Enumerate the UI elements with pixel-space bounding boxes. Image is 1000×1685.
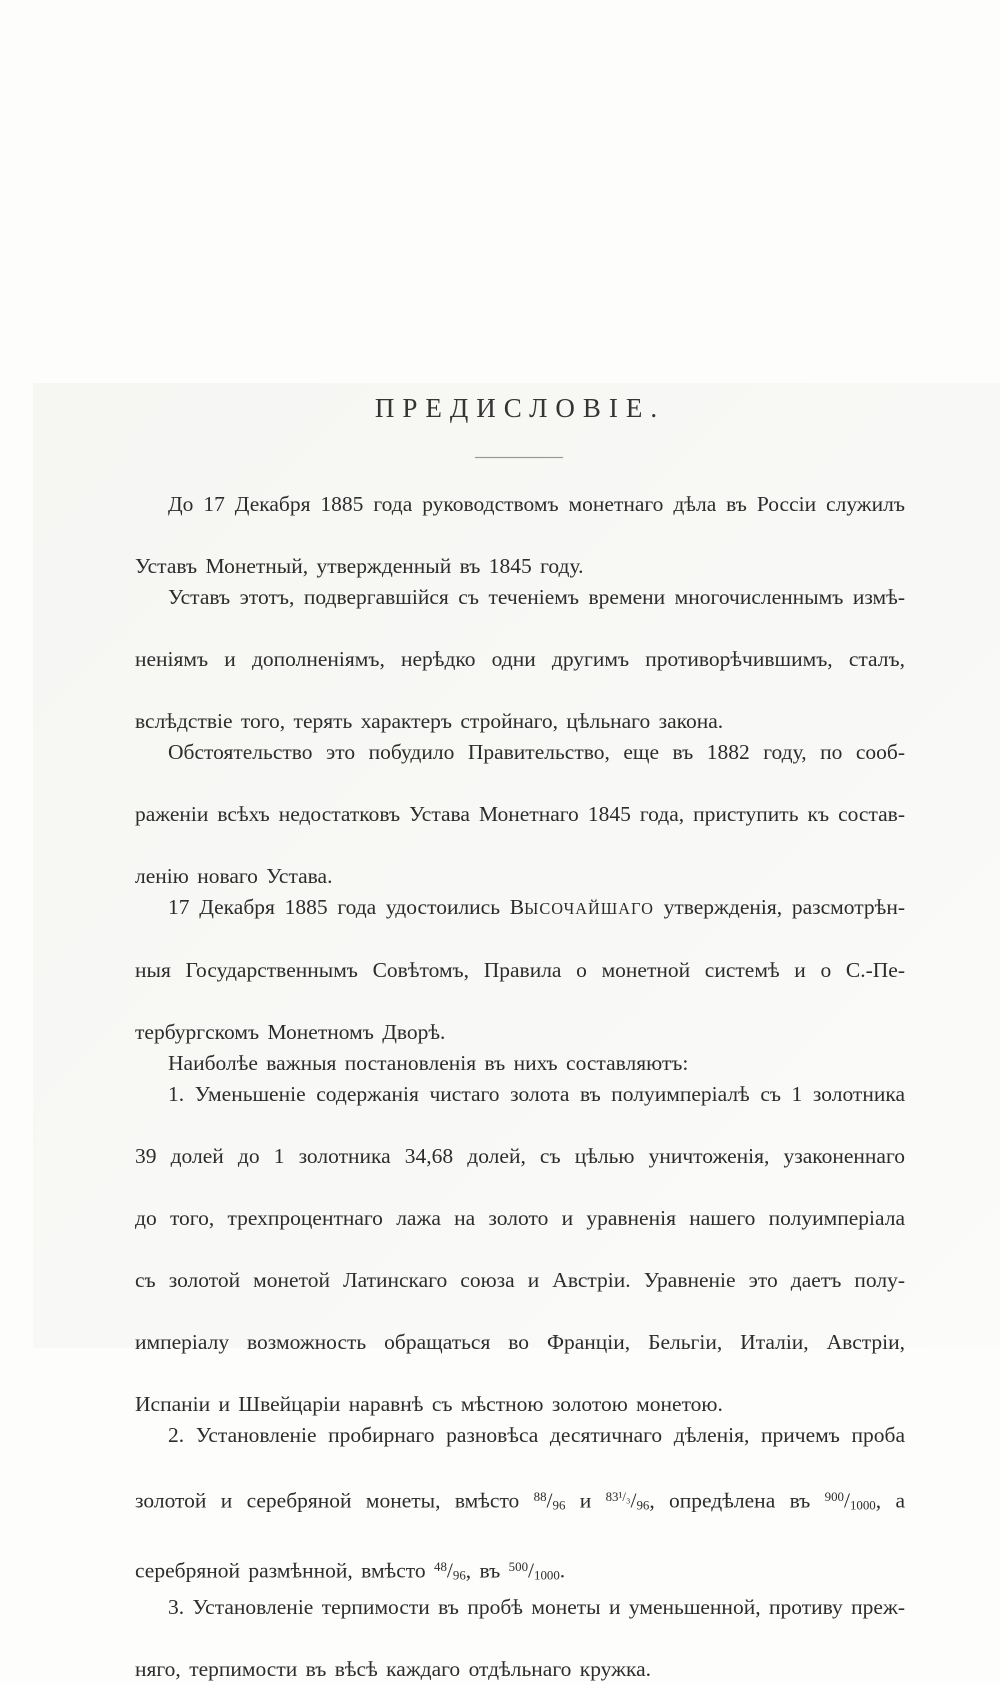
page-title: ПРЕДИСЛОВІЕ. <box>374 393 666 423</box>
text-run: неніямъ и дополненіямъ, нерѣдко одни другимъ противорѣчившимъ, сталъ, <box>135 647 905 671</box>
fraction-numerator: 88 <box>533 1490 547 1504</box>
text-run: и <box>565 1488 606 1513</box>
title-divider-rule <box>475 457 563 458</box>
text-run: Уставъ этотъ, подвергавшійся съ теченіемъ времени многочисленнымъ измѣ- <box>168 585 905 609</box>
text-line <box>135 1420 905 1482</box>
text-line <box>135 1654 905 1685</box>
text-run: вслѣдствіе того, терять характеръ стройнаго, цѣльнаго закона. <box>135 709 724 733</box>
fraction-denominator: 1000 <box>849 1498 876 1513</box>
fraction-numerator: 83¹/₃ <box>605 1490 631 1504</box>
text-run: До 17 Декабря 1885 года руководствомъ монетнаго дѣла въ Россіи служилъ <box>168 492 905 516</box>
fraction-denominator: 96 <box>636 1498 650 1513</box>
text-line <box>135 1552 905 1591</box>
fraction-numerator: 48 <box>434 1560 447 1575</box>
text-run: Наиболѣе важныя постановленія въ нихъ составляютъ: <box>168 1051 689 1075</box>
small-caps-text: ЫСОЧАЙШАГО <box>524 899 654 918</box>
text-run: утвержденія, разсмотрѣн- <box>653 895 905 919</box>
text-run: тербургскомъ Монетномъ Дворѣ. <box>135 1020 446 1044</box>
text-run: / <box>546 1488 553 1513</box>
text-run: 39 долей до 1 золотника 34,68 долей, съ цѣлью уничтоженія, узаконеннаго <box>135 1144 905 1168</box>
text-line <box>135 644 905 706</box>
text-run: / <box>843 1488 850 1513</box>
text-line <box>135 1048 905 1079</box>
text-run: , въ <box>465 1558 509 1583</box>
body-text <box>135 489 905 1685</box>
paragraph <box>135 737 905 892</box>
text-run: , а <box>875 1488 906 1513</box>
paragraph <box>135 489 905 582</box>
text-run: ныя Государственнымъ Совѣтомъ, Правила о монетной системѣ и о С.-Пе- <box>135 958 905 982</box>
text-run: 1. Уменьшеніе содержанія чистаго золота въ полуимперіалѣ съ 1 золотника <box>168 1082 905 1106</box>
text-run: Уставъ Монетный, утвержденный въ 1845 году. <box>135 554 584 578</box>
fraction-denominator: 96 <box>452 1568 466 1583</box>
text-line <box>135 861 905 892</box>
text-run: 3. Установленіе терпимости въ пробѣ монеты и уменьшенной, противу преж- <box>168 1594 905 1619</box>
text-line <box>135 1017 905 1048</box>
text-run: . <box>559 1558 566 1583</box>
text-line <box>135 1141 905 1203</box>
text-run: Обстоятельство это побудило Правительство, еще въ 1882 году, по сооб- <box>168 740 905 764</box>
text-run: няго, терпимости въ вѣсѣ каждаго отдѣльнаго кружка. <box>135 1656 652 1681</box>
paragraph <box>135 1420 905 1592</box>
fraction-denominator: 96 <box>552 1498 566 1513</box>
fraction-numerator: 900 <box>824 1490 844 1504</box>
text-line <box>135 1203 905 1265</box>
text-line <box>135 1327 905 1389</box>
fraction-numerator: 500 <box>508 1560 529 1575</box>
text-run: раженіи всѣхъ недостатковъ Устава Монетнаго 1845 года, приступить къ состав- <box>135 802 905 826</box>
text-line <box>135 1265 905 1327</box>
text-run: серебряной размѣнной, вмѣсто <box>135 1558 435 1583</box>
paragraph <box>135 892 905 1048</box>
text-run: до того, трехпроцентнаго лажа на золото и уравненія нашего полуимперіала <box>135 1206 905 1230</box>
text-run: 2. Установленіе пробирнаго разновѣса десятичнаго дѣленія, причемъ проба <box>168 1423 905 1447</box>
text-line <box>135 1482 905 1552</box>
text-line <box>135 582 905 644</box>
text-run: 17 Декабря 1885 года удостоились В <box>168 895 525 919</box>
text-run: / <box>528 1558 534 1583</box>
text-run: съ золотой монетой Латинскаго союза и Австріи. Уравненіе это даетъ полу- <box>135 1268 905 1292</box>
text-line <box>135 955 905 1017</box>
paragraph <box>135 582 905 737</box>
text-line <box>135 1079 905 1141</box>
text-line <box>135 737 905 799</box>
fraction-denominator: 1000 <box>534 1568 560 1583</box>
text-line <box>135 892 905 955</box>
text-line <box>135 706 905 737</box>
text-run: золотой и серебряной монеты, вмѣсто <box>135 1488 534 1513</box>
paragraph <box>135 1048 905 1079</box>
text-line <box>135 1592 905 1654</box>
text-line <box>135 799 905 861</box>
text-run: / <box>446 1558 453 1583</box>
text-line <box>135 551 905 582</box>
text-run: / <box>630 1488 637 1513</box>
text-line <box>135 489 905 551</box>
paragraph <box>135 1079 905 1420</box>
text-run: ленію новаго Устава. <box>135 864 333 888</box>
text-run: Испаніи и Швейцаріи наравнѣ съ мѣстною золотою монетою. <box>135 1392 723 1416</box>
paragraph <box>135 1592 905 1685</box>
text-run: , опредѣлена въ <box>649 1488 825 1513</box>
text-line <box>135 1389 905 1420</box>
text-run: имперіалу возможность обращаться во Франціи, Бельгіи, Италіи, Австріи, <box>135 1330 905 1354</box>
